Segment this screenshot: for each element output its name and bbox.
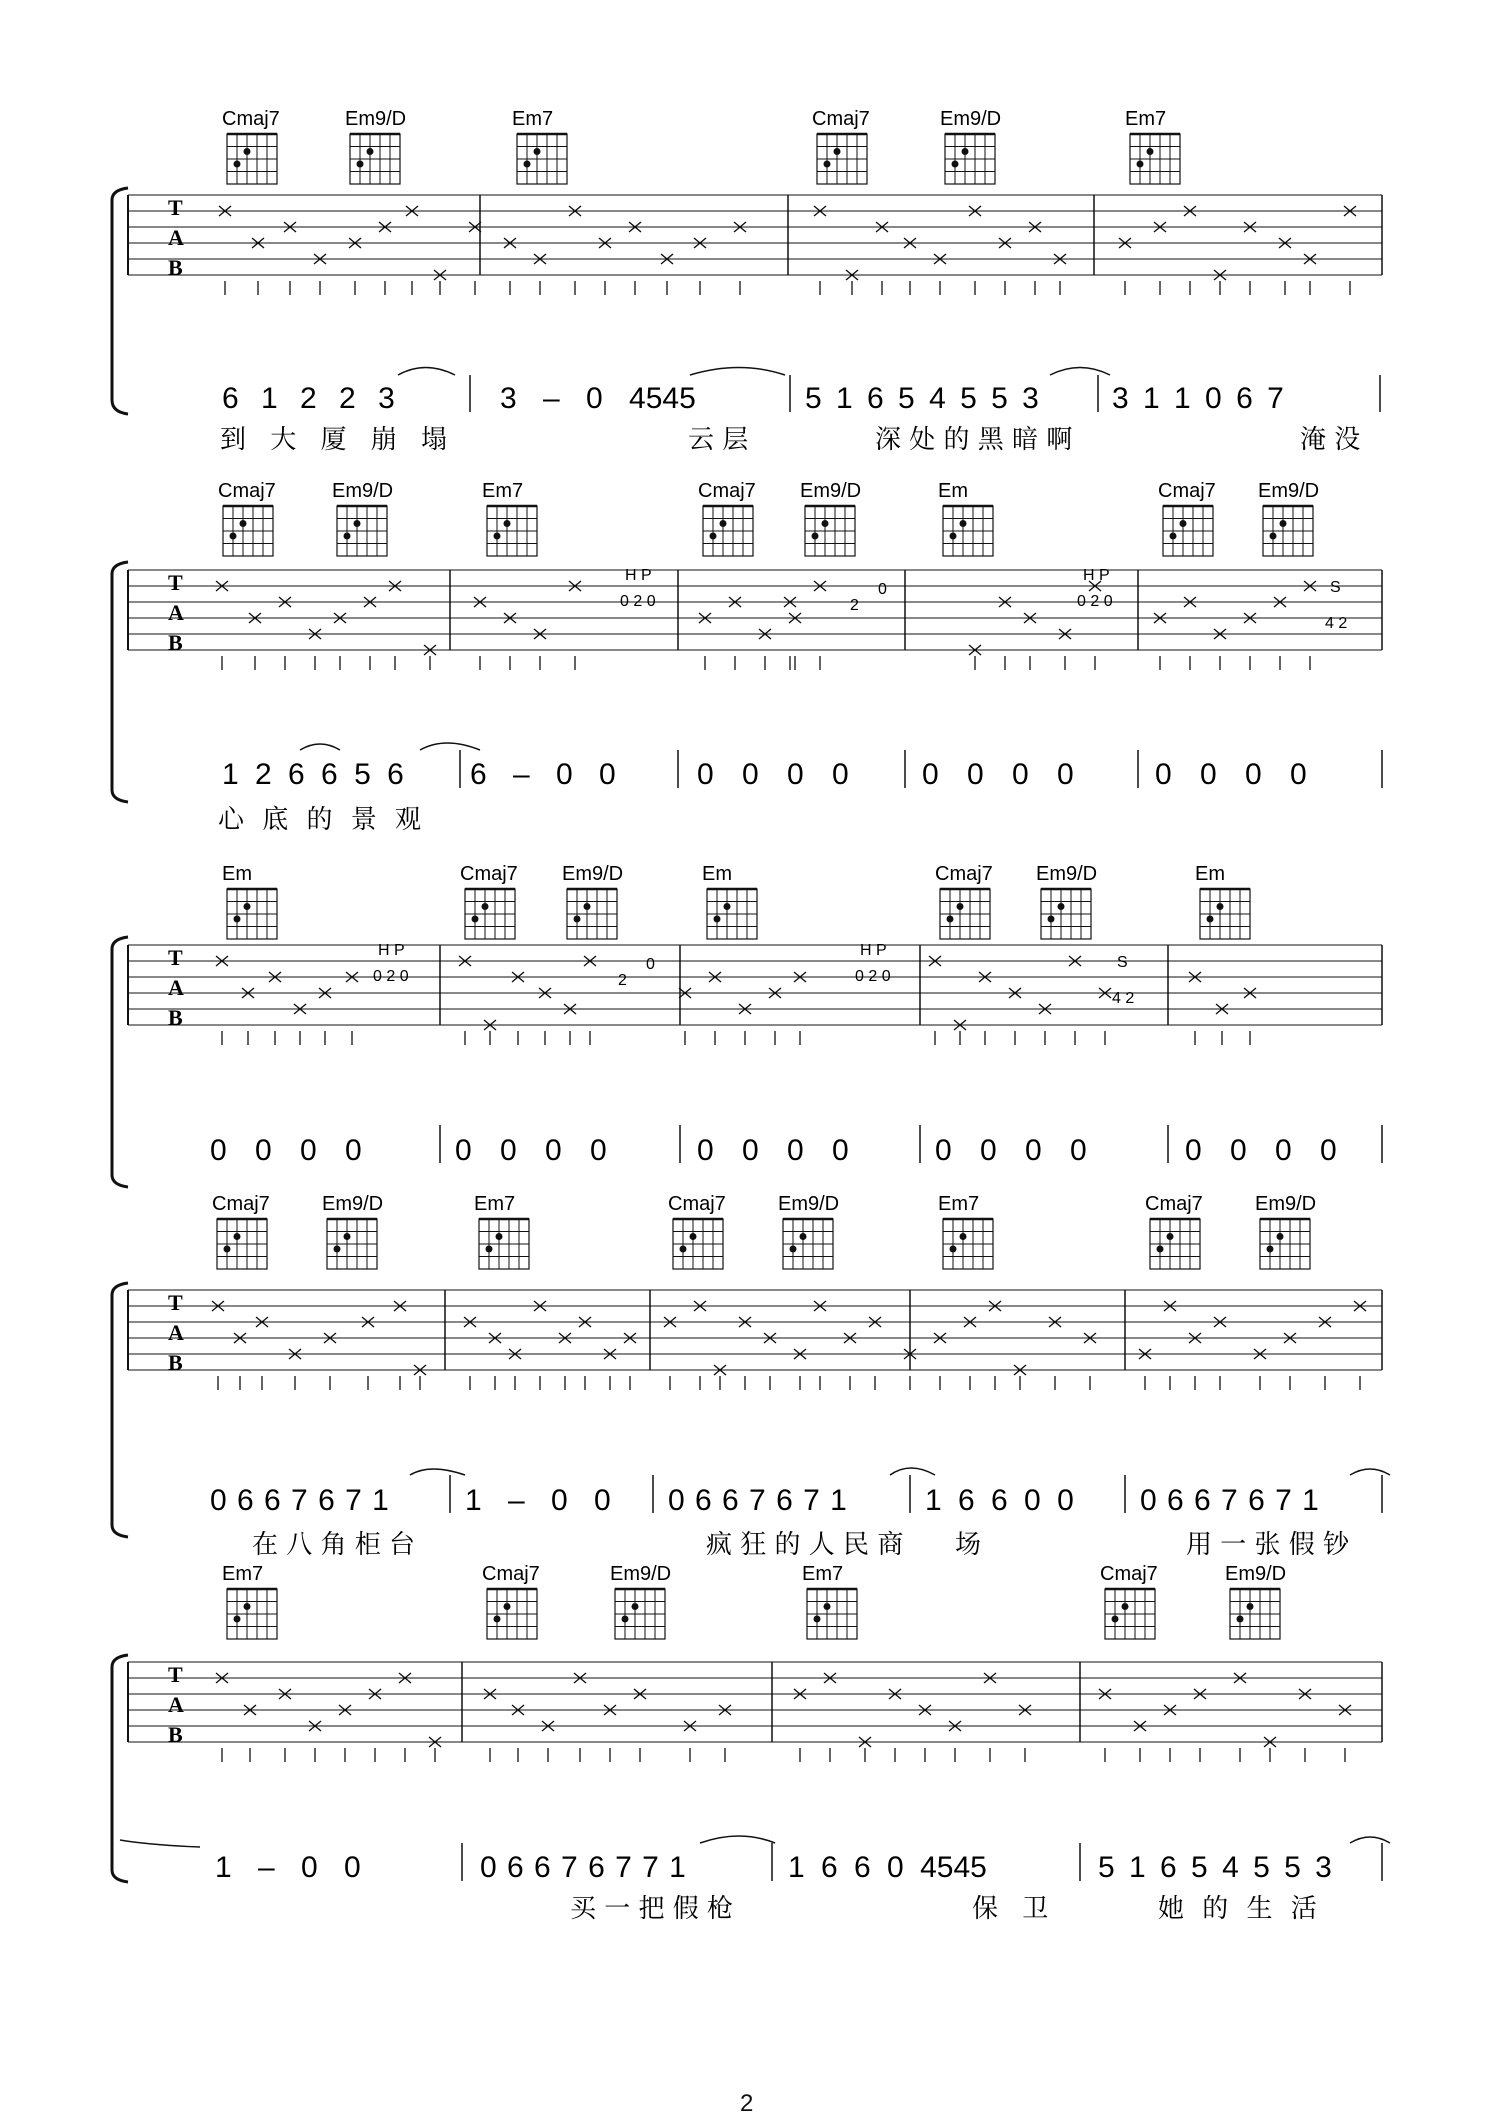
tab-letter-a: A bbox=[168, 600, 184, 625]
chord-name: Em bbox=[938, 480, 968, 502]
chord-name: Em9/D bbox=[800, 480, 862, 502]
chord-diagram bbox=[345, 108, 406, 184]
finger-dot bbox=[494, 1616, 501, 1623]
lyrics-line: 到 大 厦 崩 塌 bbox=[220, 425, 448, 455]
chord-name: Em9/D bbox=[1036, 863, 1098, 885]
finger-dot bbox=[952, 161, 959, 168]
finger-dot bbox=[344, 533, 351, 540]
notation-measure: 0 6 6 7 6 7 1 bbox=[1140, 1484, 1319, 1517]
tab-letter-a: A bbox=[168, 975, 184, 1000]
chord-diagram bbox=[460, 863, 518, 939]
notation-measure: 0 0 0 0 bbox=[1185, 1134, 1337, 1167]
finger-dot bbox=[244, 1603, 251, 1610]
notation-measure: 0 0 0 0 bbox=[922, 758, 1074, 791]
finger-dot bbox=[472, 916, 479, 923]
notation-measure: 0 0 0 0 bbox=[210, 1134, 362, 1167]
chord-diagram bbox=[940, 108, 1001, 184]
tab-system-5 bbox=[0, 1565, 1500, 1945]
finger-dot bbox=[1217, 903, 1224, 910]
tab-staff bbox=[128, 945, 1382, 1025]
chord-diagram bbox=[1158, 480, 1216, 556]
chord-diagram bbox=[222, 108, 280, 184]
notation-measure: 0 0 0 0 bbox=[697, 1134, 849, 1167]
tab-letter-t: T bbox=[168, 1290, 183, 1315]
chord-diagram bbox=[222, 863, 277, 939]
finger-dot bbox=[244, 148, 251, 155]
tab-numbers: 0 2 0 bbox=[855, 968, 891, 985]
finger-dot bbox=[1247, 1603, 1254, 1610]
chord-name: Cmaj7 bbox=[212, 1195, 270, 1215]
notation-measure: 6 – 0 0 bbox=[470, 758, 616, 791]
notation-measure: 0 0 0 0 bbox=[935, 1134, 1087, 1167]
tab-letter-b: B bbox=[168, 255, 183, 280]
slide-label: S bbox=[1330, 579, 1341, 596]
chord-name: Em bbox=[1195, 863, 1225, 885]
chord-diagram bbox=[482, 480, 537, 556]
finger-dot bbox=[690, 1233, 697, 1240]
tab-letter-a: A bbox=[168, 1692, 184, 1717]
tab-system-1 bbox=[0, 0, 1500, 470]
tab-letter-b: B bbox=[168, 630, 183, 655]
finger-dot bbox=[1058, 903, 1065, 910]
notation-measure: 1 2 6 6 5 6 bbox=[222, 758, 404, 791]
tab-numbers: 0 bbox=[646, 956, 655, 973]
finger-dot bbox=[812, 533, 819, 540]
finger-dot bbox=[244, 903, 251, 910]
tab-system-2 bbox=[0, 470, 1500, 850]
finger-dot bbox=[1147, 148, 1154, 155]
tab-letter-a: A bbox=[168, 225, 184, 250]
finger-dot bbox=[957, 903, 964, 910]
chord-diagram bbox=[1125, 108, 1180, 184]
finger-dot bbox=[1112, 1616, 1119, 1623]
chord-name: Em9/D bbox=[345, 108, 407, 130]
finger-dot bbox=[1280, 520, 1287, 527]
tab-letter-b: B bbox=[168, 1722, 183, 1747]
finger-dot bbox=[720, 520, 727, 527]
chord-diagram bbox=[1036, 863, 1097, 939]
chord-name: Cmaj7 bbox=[1100, 1565, 1158, 1585]
notation-measure: 0 6 6 7 6 7 1 bbox=[668, 1484, 847, 1517]
barlines bbox=[440, 945, 1382, 1025]
finger-dot bbox=[1170, 533, 1177, 540]
lyrics-line: 心 底 的 景 观 bbox=[218, 805, 422, 835]
finger-dot bbox=[824, 1603, 831, 1610]
chord-diagram bbox=[1195, 863, 1250, 939]
finger-dot bbox=[357, 161, 364, 168]
notation-measure: 6 1 2 2 3 bbox=[222, 382, 395, 415]
notation-measure: 1 6 6 0 4545 bbox=[788, 1851, 987, 1884]
finger-dot bbox=[947, 916, 954, 923]
strum-notes bbox=[216, 956, 1256, 1045]
notation-measure: 1 – 0 0 bbox=[465, 1484, 611, 1517]
finger-dot bbox=[496, 1233, 503, 1240]
tab-numbers: 4 2 bbox=[1325, 615, 1348, 632]
tab-staff bbox=[128, 570, 1382, 650]
finger-dot bbox=[494, 533, 501, 540]
finger-dot bbox=[344, 1233, 351, 1240]
finger-dot bbox=[960, 1233, 967, 1240]
notation-measure: 5 1 6 5 4 5 5 3 bbox=[805, 382, 1039, 415]
tab-staff bbox=[128, 1290, 1382, 1370]
finger-dot bbox=[622, 1616, 629, 1623]
notation-measure: 3 1 1 0 6 7 bbox=[1112, 382, 1284, 415]
tab-system-3 bbox=[0, 855, 1500, 1205]
system-bracket bbox=[112, 937, 128, 1187]
chord-name: Cmaj7 bbox=[935, 863, 993, 885]
finger-dot bbox=[240, 520, 247, 527]
tab-letter-a: A bbox=[168, 1320, 184, 1345]
slide-label: S bbox=[1117, 954, 1128, 971]
hp-label: H P bbox=[625, 567, 652, 584]
chord-diagram bbox=[698, 480, 756, 556]
chord-diagram bbox=[562, 863, 623, 939]
finger-dot bbox=[680, 1246, 687, 1253]
finger-dot bbox=[1277, 1233, 1284, 1240]
chord-name: Cmaj7 bbox=[482, 1565, 540, 1585]
finger-dot bbox=[814, 1616, 821, 1623]
finger-dot bbox=[1137, 161, 1144, 168]
finger-dot bbox=[1048, 916, 1055, 923]
chord-diagram bbox=[800, 480, 861, 556]
finger-dot bbox=[234, 161, 241, 168]
lyrics-line: 场 bbox=[955, 1530, 982, 1555]
tab-numbers: 0 2 0 bbox=[1077, 593, 1113, 610]
chord-diagram bbox=[778, 1195, 839, 1269]
system-bracket bbox=[112, 1655, 128, 1882]
chord-diagram bbox=[218, 480, 276, 556]
chord-diagram bbox=[1100, 1565, 1158, 1639]
finger-dot bbox=[632, 1603, 639, 1610]
barlines bbox=[480, 195, 1382, 275]
finger-dot bbox=[1167, 1233, 1174, 1240]
notation-measure: 0 0 0 0 bbox=[1155, 758, 1307, 791]
finger-dot bbox=[224, 1246, 231, 1253]
finger-dot bbox=[800, 1233, 807, 1240]
finger-dot bbox=[950, 533, 957, 540]
finger-dot bbox=[334, 1246, 341, 1253]
notation-measure: 3 – 0 4545 bbox=[500, 382, 696, 415]
tab-staff bbox=[128, 1662, 1382, 1742]
tab-numbers: 4 2 bbox=[1112, 990, 1135, 1007]
tab-letter-t: T bbox=[168, 1662, 183, 1687]
chord-name: Em9/D bbox=[940, 108, 1002, 130]
finger-dot bbox=[234, 916, 241, 923]
finger-dot bbox=[724, 903, 731, 910]
chord-diagram bbox=[1255, 1195, 1316, 1269]
finger-dot bbox=[960, 520, 967, 527]
finger-dot bbox=[482, 903, 489, 910]
finger-dot bbox=[1157, 1246, 1164, 1253]
chord-diagram bbox=[1258, 480, 1319, 556]
notation-measure: 0 0 0 0 bbox=[455, 1134, 607, 1167]
finger-dot bbox=[524, 161, 531, 168]
chord-diagram bbox=[1145, 1195, 1203, 1269]
chord-name: Em7 bbox=[512, 108, 554, 130]
chord-diagram bbox=[482, 1565, 540, 1639]
finger-dot bbox=[714, 916, 721, 923]
lyrics-line: 保 卫 bbox=[972, 1894, 1049, 1924]
tab-letter-b: B bbox=[168, 1005, 183, 1030]
finger-dot bbox=[584, 903, 591, 910]
notation-measure: 1 – 0 0 bbox=[215, 1851, 361, 1884]
chord-diagram bbox=[512, 108, 567, 184]
lyrics-line: 云 层 bbox=[688, 425, 749, 455]
tab-letter-t: T bbox=[168, 195, 183, 220]
lyrics-line: 疯 狂 的 人 民 商 bbox=[706, 1530, 904, 1555]
finger-dot bbox=[1122, 1603, 1129, 1610]
tab-letter-b: B bbox=[168, 1350, 183, 1375]
chord-name: Em7 bbox=[802, 1565, 844, 1585]
tab-numbers: 0 2 0 bbox=[620, 593, 656, 610]
finger-dot bbox=[354, 520, 361, 527]
lyrics-line: 买 一 把 假 枪 bbox=[570, 1894, 734, 1924]
hp-label: H P bbox=[1083, 567, 1110, 584]
strum-notes bbox=[212, 1301, 1366, 1390]
chord-name: Em7 bbox=[938, 1195, 980, 1215]
chord-diagram bbox=[812, 108, 870, 184]
chord-diagram bbox=[935, 863, 993, 939]
tab-numbers: 2 bbox=[850, 597, 859, 614]
finger-dot bbox=[234, 1233, 241, 1240]
chord-name: Em9/D bbox=[562, 863, 624, 885]
finger-dot bbox=[1180, 520, 1187, 527]
chord-name: Em9/D bbox=[332, 480, 394, 502]
finger-dot bbox=[710, 533, 717, 540]
finger-dot bbox=[234, 1616, 241, 1623]
chord-name: Cmaj7 bbox=[668, 1195, 726, 1215]
finger-dot bbox=[950, 1246, 957, 1253]
chord-name: Em9/D bbox=[610, 1565, 672, 1585]
chord-name: Cmaj7 bbox=[222, 108, 280, 130]
chord-diagram bbox=[322, 1195, 383, 1269]
notation-measure: 1 6 6 0 0 bbox=[925, 1484, 1074, 1517]
barlines bbox=[450, 570, 1382, 650]
chord-name: Em9/D bbox=[778, 1195, 840, 1215]
chord-diagram bbox=[938, 1195, 993, 1269]
notation-measure: 5 1 6 5 4 5 5 3 bbox=[1098, 1851, 1332, 1884]
finger-dot bbox=[367, 148, 374, 155]
finger-dot bbox=[1270, 533, 1277, 540]
tab-numbers: 0 2 0 bbox=[373, 968, 409, 985]
system-bracket bbox=[112, 1283, 128, 1537]
finger-dot bbox=[1207, 916, 1214, 923]
finger-dot bbox=[1237, 1616, 1244, 1623]
tab-letter-t: T bbox=[168, 945, 183, 970]
finger-dot bbox=[1267, 1246, 1274, 1253]
lyrics-line: 淹 没 bbox=[1300, 425, 1361, 455]
finger-dot bbox=[230, 533, 237, 540]
tab-numbers: 2 bbox=[618, 972, 627, 989]
chord-name: Cmaj7 bbox=[218, 480, 276, 502]
finger-dot bbox=[824, 161, 831, 168]
chord-diagram bbox=[938, 480, 993, 556]
notation-measure: 0 6 6 7 6 7 7 1 bbox=[480, 1851, 686, 1884]
finger-dot bbox=[962, 148, 969, 155]
chord-diagram bbox=[222, 1565, 277, 1639]
notation-measure: 0 6 6 7 6 7 1 bbox=[210, 1484, 389, 1517]
barlines bbox=[445, 1290, 1382, 1370]
chord-diagram bbox=[1225, 1565, 1286, 1639]
chord-name: Cmaj7 bbox=[1145, 1195, 1203, 1215]
chord-name: Em7 bbox=[482, 480, 524, 502]
hp-label: H P bbox=[378, 942, 405, 959]
tab-letter-t: T bbox=[168, 570, 183, 595]
chord-diagram bbox=[702, 863, 757, 939]
lyrics-line: 她 的 生 活 bbox=[1158, 1894, 1317, 1924]
chord-diagram bbox=[474, 1195, 529, 1269]
system-bracket bbox=[112, 562, 128, 802]
tab-system-4 bbox=[0, 1195, 1500, 1555]
chord-name: Em9/D bbox=[1255, 1195, 1317, 1215]
finger-dot bbox=[486, 1246, 493, 1253]
system-bracket bbox=[112, 188, 128, 414]
page-number: 2 bbox=[740, 2090, 754, 2117]
chord-diagram bbox=[802, 1565, 857, 1639]
finger-dot bbox=[822, 520, 829, 527]
chord-name: Em bbox=[702, 863, 732, 885]
chord-name: Em7 bbox=[474, 1195, 516, 1215]
lyrics-line: 用 一 张 假 钞 bbox=[1186, 1530, 1350, 1555]
finger-dot bbox=[790, 1246, 797, 1253]
finger-dot bbox=[504, 1603, 511, 1610]
chord-name: Cmaj7 bbox=[698, 480, 756, 502]
chord-name: Em bbox=[222, 863, 252, 885]
strum-notes bbox=[216, 1673, 1351, 1762]
chord-diagram bbox=[212, 1195, 270, 1269]
finger-dot bbox=[504, 520, 511, 527]
lyrics-line: 在 八 角 柜 台 bbox=[252, 1530, 416, 1555]
chord-diagram bbox=[332, 480, 393, 556]
tab-numbers: 0 bbox=[878, 581, 887, 598]
chord-name: Em9/D bbox=[1258, 480, 1320, 502]
chord-name: Em7 bbox=[222, 1565, 264, 1585]
chord-name: Em7 bbox=[1125, 108, 1167, 130]
chord-name: Em9/D bbox=[1225, 1565, 1287, 1585]
finger-dot bbox=[834, 148, 841, 155]
chord-name: Cmaj7 bbox=[1158, 480, 1216, 502]
chord-name: Cmaj7 bbox=[812, 108, 870, 130]
chord-diagram bbox=[668, 1195, 726, 1269]
finger-dot bbox=[534, 148, 541, 155]
hp-label: H P bbox=[860, 942, 887, 959]
strum-notes bbox=[216, 581, 1316, 670]
chord-diagram bbox=[610, 1565, 671, 1639]
lyrics-line: 深 处 的 黑 暗 啊 bbox=[875, 425, 1073, 455]
chord-name: Em9/D bbox=[322, 1195, 384, 1215]
finger-dot bbox=[574, 916, 581, 923]
notation-measure: 0 0 0 0 bbox=[697, 758, 849, 791]
chord-name: Cmaj7 bbox=[460, 863, 518, 885]
